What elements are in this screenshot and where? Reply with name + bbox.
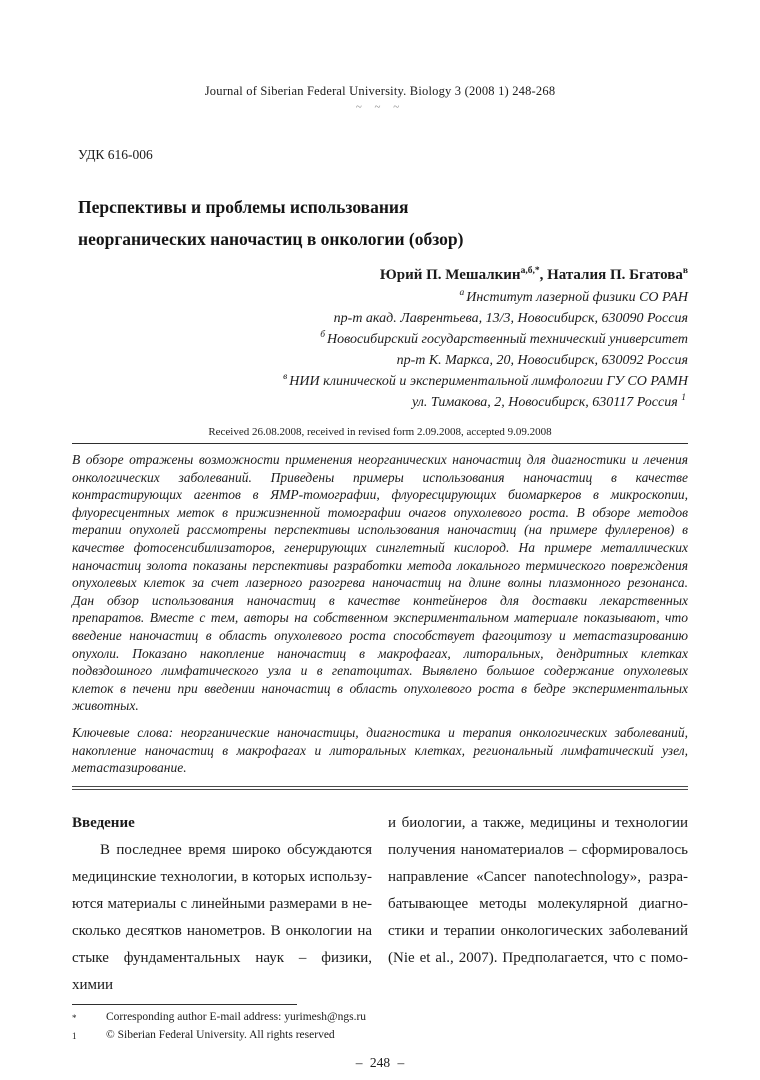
author-2-affiliation-marks: в bbox=[682, 266, 688, 276]
body-text-line: В последнее время широко обсуждаются bbox=[100, 841, 372, 858]
right-column bbox=[388, 810, 688, 1045]
body-text-line: батывающее методы молекулярной диагно- bbox=[388, 895, 688, 912]
abstract-paragraph: В обзоре отражены возможности применения неорганических наночастиц для диагностики и лечения онкологических заболеваний. Приведены примеры использования наночастиц в качестве контрастирующих агентов в ЯМР-томографии, флуоресцирующих биомаркеров в микроскопии, флуоресцентных меток в прижизненной томографии очагов опухолевого роста. В обзоре методов терапии опухолей рассмотрены перспективы использования наночастиц (на примере фуллеренов) в качестве фотосенсибилизаторов, генерирующих синглетный кислород. На примере металлических наночастиц золота показаны перспективы разработки метода локального термического повреждения опухолевых клеток за счет лазерного разогрева наночастиц на длине волны плазмонного резонанса. Дан обзор использования наночастиц в качестве контейнеров для доставки лекарственных препаратов. Вместе с тем, авторы на собственном экспериментальном материале показывают, что введение наночастиц в область опухолевого роста способствует фагоцитозу и метастазированию опухоли. Показано накопление наночастиц в макрофагах, литоральных, дендритных клетках подвздошного лимфатического узла и в гепатоцитах. Выявлено большое содержание опухолевых клеток в печени при введении наночастиц в область опухолевого роста в бедре экспериментальных животных. bbox=[72, 452, 688, 714]
affiliation-line bbox=[72, 371, 688, 392]
body-text-line: стики и терапии онкологических заболеваний bbox=[388, 922, 688, 939]
article-title-line-2: неорганических наночастиц в онкологии (обзор) bbox=[78, 229, 464, 249]
footnote-marker: 1 bbox=[72, 1030, 77, 1041]
affiliation-text: Институт лазерной физики СО РАН bbox=[466, 290, 688, 305]
author-1-affiliation-marks: а,б,* bbox=[520, 266, 540, 276]
journal-header: Journal of Siberian Federal University. Biology 3 (2008 1) 248-268 bbox=[204, 84, 556, 98]
keywords-paragraph: Ключевые слова: неорганические наночастицы, диагностика и терапия онкологических заболеваний, накопление наночастиц в макрофагах и литоральных клетках, региональный лимфатический узел, метастазирование. bbox=[72, 724, 688, 776]
affiliation-line bbox=[72, 287, 688, 308]
body-text-line: стыке фундаментальных наук – физики, химии bbox=[72, 949, 372, 993]
body-text-line: сколько десятков нанометров. В онкологии на bbox=[72, 922, 372, 939]
body-columns bbox=[72, 810, 688, 1045]
article-title bbox=[72, 191, 688, 255]
affiliation-text: пр-т акад. Лаврентьева, 13/3, Новосибирск, 630090 Россия bbox=[333, 311, 688, 326]
article-title-line-1: Перспективы и проблемы использования bbox=[78, 197, 409, 217]
affiliation-line bbox=[72, 329, 688, 350]
body-text-line: получения наноматериалов – сформировалось bbox=[388, 841, 688, 858]
authors-line bbox=[72, 267, 688, 284]
page-number: – 248 – bbox=[355, 1054, 405, 1070]
received-dates: Received 26.08.2008, received in revised form 2.09.2008, accepted 9.09.2008 bbox=[208, 426, 552, 438]
affiliation-text: пр-т К. Маркса, 20, Новосибирск, 630092 Россия bbox=[396, 353, 688, 368]
affiliation-line bbox=[72, 308, 688, 329]
affiliations-block bbox=[72, 287, 688, 413]
body-text-line: и биологии, а также, медицины и технологии bbox=[388, 814, 688, 831]
affiliation-line bbox=[72, 392, 688, 413]
affiliation-sup: б bbox=[320, 330, 325, 341]
affiliation-text: Новосибирский государственный технический университет bbox=[326, 332, 688, 347]
affiliation-sup: в bbox=[283, 372, 288, 383]
udc-code: УДК 616-006 bbox=[78, 147, 153, 162]
footnote-copyright bbox=[72, 1027, 417, 1045]
authors-separator: , bbox=[539, 267, 548, 283]
section-heading-introduction: Введение bbox=[72, 814, 135, 831]
affiliation-sup: а bbox=[459, 288, 465, 299]
affiliation-text: НИИ клинической и экспериментальной лимфологии ГУ СО РАМН bbox=[289, 374, 688, 389]
body-text-line: медицинские технологии, в которых использу- bbox=[72, 868, 372, 885]
author-2-name: Наталия П. Бгатова bbox=[547, 267, 683, 283]
footnote-text: © Siberian Federal University. All rights reserved bbox=[106, 1028, 335, 1041]
body-text-line: направление «Cancer nanotechnology», разра- bbox=[388, 868, 688, 885]
left-column bbox=[72, 810, 372, 1045]
keywords-bottom-rule bbox=[72, 786, 688, 790]
body-text-line: ются материалы с линейными размерами в не- bbox=[72, 895, 372, 912]
author-1-name: Юрий П. Мешалкин bbox=[379, 267, 521, 283]
footnote-marker: * bbox=[72, 1012, 77, 1023]
footnote-text: Corresponding author E-mail address: yurimesh@ngs.ru bbox=[106, 1010, 367, 1023]
footnotes-block bbox=[72, 1004, 417, 1045]
footnote-corresponding-author bbox=[72, 1009, 417, 1027]
body-text-line: (Nie et al., 2007). Предполагается, что с помо- bbox=[388, 949, 688, 966]
affiliation-line bbox=[72, 350, 688, 371]
header-ornament: ~ ~ ~ bbox=[355, 101, 405, 113]
affiliation-footnote-mark: 1 bbox=[681, 393, 686, 404]
affiliation-text: ул. Тимакова, 2, Новосибирск, 630117 Россия bbox=[411, 395, 678, 410]
footnote-rule bbox=[72, 1004, 297, 1005]
abstract-top-rule bbox=[72, 443, 688, 444]
